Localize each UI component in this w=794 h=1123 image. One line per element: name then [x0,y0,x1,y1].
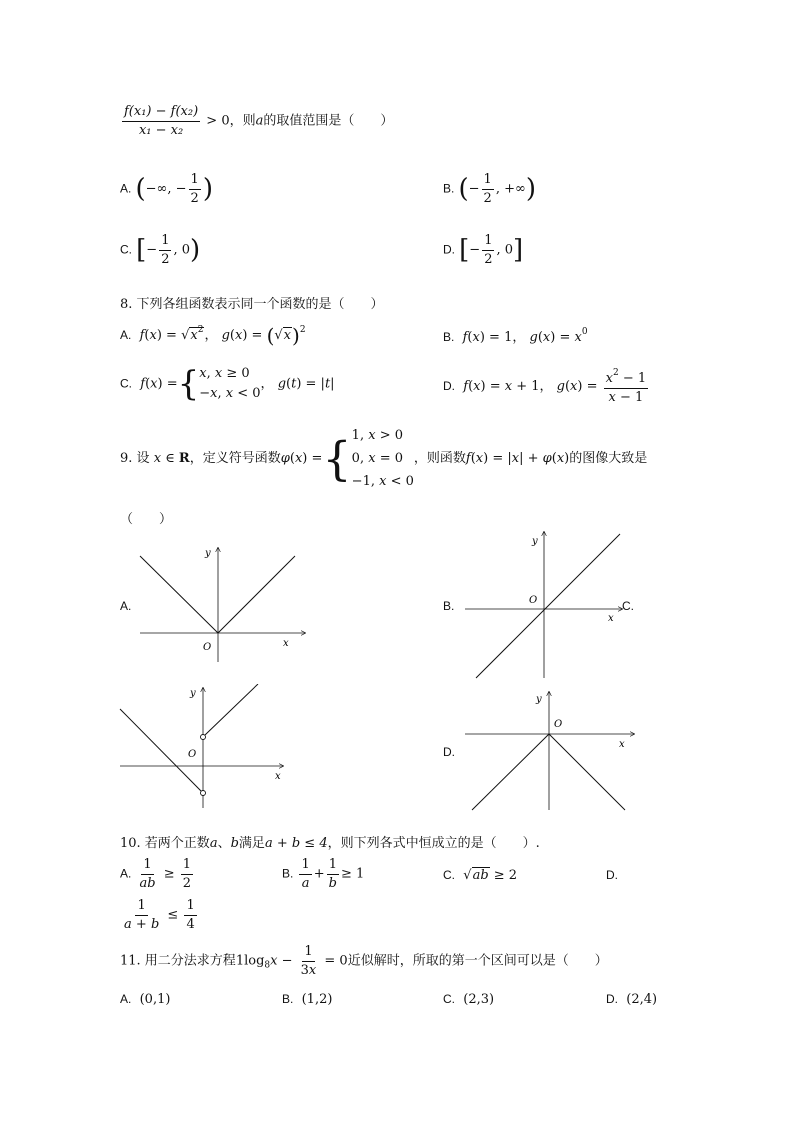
option-label: B. [282,992,294,1006]
axis-y-label: y [536,694,542,705]
q7-fraction-numerator: f(x₁) − f(x₂) [122,104,200,122]
option-text: (1,2) [301,992,333,1007]
q10-stem-text: 10. 若两个正数 [120,836,210,851]
q7-fraction-denominator: x₁ − x₂ [138,122,184,138]
option-label: D. [606,868,618,882]
option-label: D. [443,379,455,394]
q11-option-a[interactable] [120,992,170,1007]
q9-graph-c[interactable] [118,684,298,810]
q8-option-b[interactable]: B. f(x) = 1， $g(x) = x^0$ [443,327,588,345]
option-label: C. [120,242,132,257]
q8-stem: 8. 下列各组函数表示同一个函数的是（ ） [120,297,384,312]
option-label: B. [282,866,294,881]
option-label: D. [443,242,455,257]
q10-option-d[interactable] [606,868,618,883]
q10-condition: a + b ≤ 4 [264,836,328,851]
q9-graph-d[interactable] [462,688,637,812]
q8-option-d[interactable]: D. f(x) = x + 1， g(x) = $\frac{x^2 - 1}{x - 1}$ [443,368,647,405]
q7-fraction [122,104,200,138]
q11-option-d[interactable] [606,992,657,1007]
axis-x-label: x [619,739,625,750]
axis-y-label: y [532,536,538,547]
q11-option-b[interactable] [282,992,332,1007]
q11-stem: 11. 用二分法求方程$1\log_8x$ − $\frac{1}{3x}$ = 0近似解时，所取的第一个区间可以是（ ） [120,944,608,978]
q9-paren: （ ） [120,512,173,527]
origin-label: O [554,719,563,730]
q10-stem-text-2: 满足 [238,836,265,851]
q11-option-c[interactable] [443,992,494,1007]
axis-x-label: x [283,638,289,649]
q7-stem-text-2: 的取值范围是（ ） [263,113,394,129]
q9-option-d-label[interactable]: D. [443,745,455,759]
origin-label: O [529,595,538,606]
q7-stem-text: > 0，则 [206,113,256,129]
q10-var-a: a [209,836,218,851]
q9-stem-text: 9. 设 [120,451,150,466]
q9-option-a-label[interactable]: A. [120,599,132,613]
q11-stem-text-2: 近似解时，所取的第一个区间可以是（ ） [347,953,608,969]
option-text: (2,4) [626,992,658,1007]
q10-stem [120,832,540,851]
q7-option-b[interactable]: B. (− $\frac{1}{2}$ , +∞) [443,172,536,206]
q10-option-c[interactable]: C. √ab ≥ 2 [443,868,518,883]
q8-option-a[interactable]: A. $f(x) = √x^2$， $g(x) = (√x)^2$ [120,323,306,348]
q8-option-c[interactable]: C. f(x) ={x, x ≥ 0 −x, x < 0， g(t) = |t| [120,364,335,404]
axis-x-label: x [275,771,281,782]
option-label: A. [120,992,132,1006]
q9-graph-a[interactable] [135,540,310,665]
option-label: B. [443,330,455,344]
option-label: A. [120,328,132,342]
q9-graph-b[interactable] [462,528,637,680]
q9-stem-text-2: ，定义符号函数 [189,451,281,466]
q9-stem-text-4: 的图像大致是 [569,451,648,466]
option-label: C. [443,868,455,882]
origin-label: O [188,749,197,760]
q10-var-b: b [230,836,239,851]
axis-x-label: x [608,613,614,624]
q9-stem-text-3: ，则函数 [413,451,466,466]
q10-sep: 、 [217,836,231,851]
q7-option-a[interactable]: A. (−∞, − $\frac{1}{2}$ ) [120,172,213,206]
q10-stem-text-3: ，则下列各式中恒成立的是（ ）. [327,836,540,851]
q9-stem: 9. 设 x ∈ R，定义符号函数φ(x) ={1, x > 0 0, x = 0 −1, x < 0，则函数f(x) = |x| + φ(x)的图像大致是 [120,428,648,489]
axis-y-label: y [190,688,196,699]
origin-label: O [203,642,212,653]
q9-option-b-label[interactable]: B. [443,599,455,613]
q10-option-d-expr[interactable]: $\frac{1}{a + b}$ ≤ $\frac{1}{4}$ [124,898,195,932]
q7-option-c[interactable]: C. [− $\frac{1}{2}$ , 0) [120,233,201,267]
option-label: C. [443,992,455,1006]
option-label: A. [120,866,132,881]
q7-option-d[interactable]: D. [− $\frac{1}{2}$ , 0] [443,233,524,267]
q11-stem-text: 11. 用二分法求方程 [120,953,236,969]
option-label: A. [120,181,132,196]
axis-y-label: y [205,548,211,559]
q10-option-b[interactable]: B. $\frac{1}{a}$ + $\frac{1}{b}$ ≥ 1 [282,857,365,891]
q7-var-a: a [255,113,264,129]
option-text: (2,3) [463,992,495,1007]
q10-option-a[interactable]: A. $\frac{1}{ab}$ ≥ $\frac{1}{2}$ [120,857,192,891]
q9-option-c-label[interactable]: C. [622,599,634,613]
option-text: (0,1) [139,992,171,1007]
option-label: D. [606,992,618,1006]
q7-stem [120,104,393,138]
option-label: B. [443,181,455,196]
option-label: C. [120,376,132,391]
